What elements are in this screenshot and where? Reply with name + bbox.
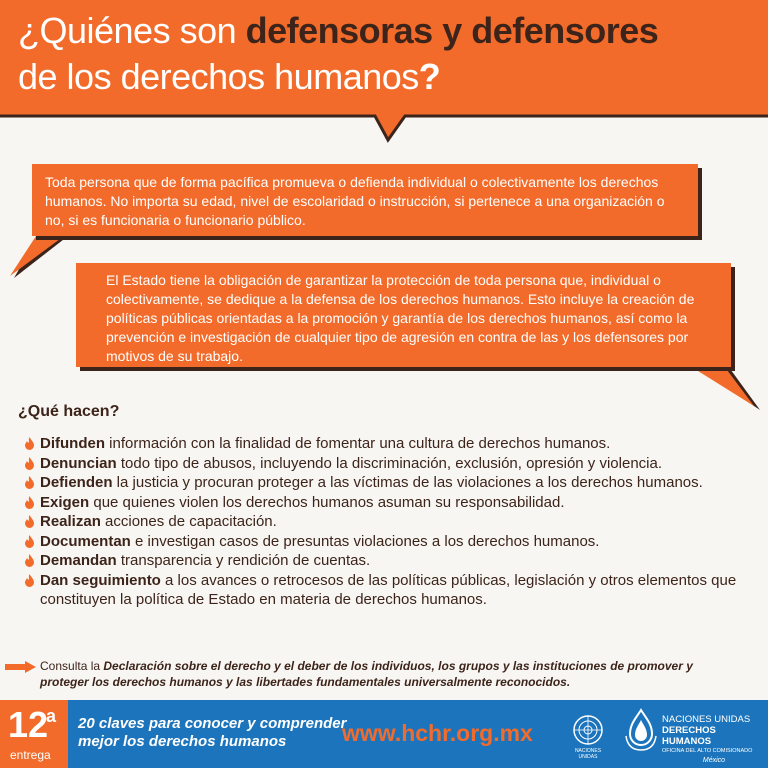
list-item (24, 571, 744, 610)
action-text: que quienes violen los derechos humanos asuman su responsabilidad. (89, 493, 565, 511)
ohchr-subtitle: OFICINA DEL ALTO COMISIONADO (662, 748, 753, 754)
action-verb: Documentan (40, 532, 131, 550)
list-item (24, 532, 744, 552)
state-obligation-text: El Estado tiene la obligación de garantizar la protección de toda persona que, individual o colectivamente, se dedique a la defensa de los derechos humanos. Esto incluye la creación de políticas públicas orientadas a la promoción y garantía de los derechos humanos, así como la prevención e investigación de cualquier tipo de agresión en contra de las y los defensores por motivos de su trabajo. (106, 272, 695, 364)
flame-icon (24, 496, 35, 509)
footer-bar (0, 700, 768, 768)
action-text: acciones de capacitación. (100, 513, 277, 530)
speech-bubble-tail-right (690, 366, 768, 416)
ohchr-title: DERECHOS HUMANOS (662, 725, 716, 747)
action-verb: Exigen (40, 493, 90, 511)
flame-icon (24, 554, 35, 567)
flame-icon (24, 535, 35, 548)
list-item (24, 454, 744, 474)
action-verb: Dan seguimiento (40, 571, 161, 589)
flame-icon (24, 437, 35, 450)
action-verb: Realizan (40, 513, 101, 530)
list-item (24, 493, 744, 513)
ohchr-country: México (702, 757, 726, 764)
action-text: a los avances o retrocesos de las políticas públicas, legislación y otros elementos que constituyen la política de Estado en materia de derechos humanos. (40, 571, 737, 608)
action-text: la justicia y procuran proteger a las víctimas de las violaciones a los derechos humanos. (112, 474, 703, 491)
title-suffix: de los derechos humanos (18, 56, 419, 97)
consult-prefix: Consulta la (40, 659, 104, 673)
flame-icon (24, 574, 35, 587)
section-title: ¿Qué hacen? (18, 403, 120, 420)
consult-note (40, 658, 740, 690)
ohchr-emblem-icon (622, 708, 660, 752)
un-emblem-label: NACIONES UNIDAS (574, 748, 602, 760)
entrega-number: 12 (8, 704, 49, 745)
action-verb: Defienden (40, 474, 113, 491)
flame-icon (24, 515, 35, 528)
list-item (24, 512, 744, 532)
action-text: transparencia y rendición de cuentas. (116, 552, 371, 569)
title-prefix: ¿Quiénes son (18, 10, 246, 51)
speech-bubble-tail-left (8, 236, 78, 286)
action-verb: Difunden (40, 435, 105, 452)
list-item (24, 551, 744, 571)
definition-bubble (32, 164, 698, 236)
declaration-reference: Declaración sobre el derecho y el deber de los individuos, los grupos y las instituciones de promover y proteger los derechos humanos y las libertades fundamentales universalmente reconocidos. (40, 659, 693, 689)
title-question-mark: ? (418, 56, 441, 97)
header-banner (0, 0, 768, 145)
action-text: información con la finalidad de fomentar una cultura de derechos humanos. (105, 435, 611, 452)
definition-text: Toda persona que de forma pacífica promueva o defienda individual o colectivamente los derechos humanos. No importa su edad, nivel de escolaridad o instrucción, si pertenece a una organización o no, si es funcionaria o funcionario público. (45, 174, 665, 228)
ohchr-org-name: NACIONES UNIDAS (662, 714, 751, 725)
series-tagline: 20 claves para conocer y comprender mejor los derechos humanos (78, 715, 347, 750)
action-text: todo tipo de abusos, incluyendo la discriminación, exclusión, opresión y violencia. (116, 454, 662, 472)
un-emblem-icon (572, 714, 604, 746)
list-item (24, 434, 744, 454)
state-obligation-bubble (76, 263, 731, 367)
list-item (24, 473, 744, 493)
pointing-hand-icon (5, 660, 37, 674)
flame-icon (24, 457, 35, 470)
action-text: e investigan casos de presuntas violaciones a los derechos humanos. (130, 532, 600, 550)
entrega-label: entrega (10, 748, 51, 762)
entrega-badge (0, 700, 68, 768)
ohchr-logo-text (662, 714, 766, 766)
page-title (18, 8, 758, 100)
website-link[interactable]: www.hchr.org.mx (342, 720, 533, 746)
title-emphasis: defensoras y defensores (245, 10, 659, 51)
action-verb: Denuncian (40, 454, 117, 472)
action-verb: Demandan (40, 552, 117, 569)
actions-list (24, 434, 744, 610)
entrega-ordinal: a (46, 706, 57, 726)
flame-icon (24, 476, 35, 489)
